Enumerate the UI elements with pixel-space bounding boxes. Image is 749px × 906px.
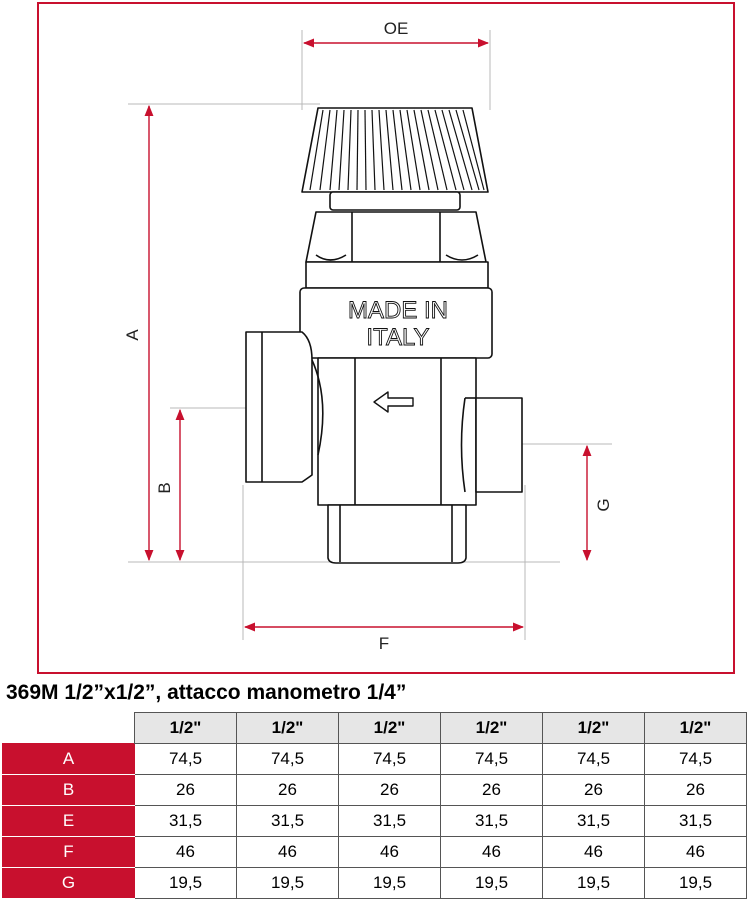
table-cell: 74,5 <box>237 744 339 775</box>
column-header: 1/2" <box>339 713 441 744</box>
table-row <box>3 744 747 775</box>
table-cell: 19,5 <box>135 868 237 899</box>
stamp-line-1: MADE IN <box>347 297 449 324</box>
table-cell: 46 <box>645 837 747 868</box>
table-row <box>3 775 747 806</box>
column-header: 1/2" <box>135 713 237 744</box>
table-cell: 31,5 <box>543 806 645 837</box>
row-label: G <box>3 868 135 899</box>
dimension-g-label: G <box>594 498 613 512</box>
bottom-thread <box>328 505 466 563</box>
table-cell: 19,5 <box>543 868 645 899</box>
row-label: B <box>3 775 135 806</box>
row-label: E <box>3 806 135 837</box>
table-cell: 31,5 <box>645 806 747 837</box>
hex-nut <box>306 212 486 262</box>
table-cell: 31,5 <box>441 806 543 837</box>
table-cell: 74,5 <box>135 744 237 775</box>
right-outlet <box>476 398 522 492</box>
column-header: 1/2" <box>543 713 645 744</box>
table-cell: 26 <box>237 775 339 806</box>
table-cell: 74,5 <box>543 744 645 775</box>
table-cell: 19,5 <box>237 868 339 899</box>
table-cell: 26 <box>135 775 237 806</box>
column-header: 1/2" <box>645 713 747 744</box>
left-inlet <box>246 332 312 482</box>
table-row <box>3 837 747 868</box>
table-row <box>3 868 747 899</box>
table-cell: 26 <box>645 775 747 806</box>
table-cell: 26 <box>543 775 645 806</box>
table-row <box>3 806 747 837</box>
dimension-f-label: F <box>378 634 390 653</box>
row-label: F <box>3 837 135 868</box>
table-cell: 46 <box>339 837 441 868</box>
table-cell: 74,5 <box>441 744 543 775</box>
column-header: 1/2" <box>237 713 339 744</box>
table-cell: 74,5 <box>339 744 441 775</box>
table-cell: 46 <box>237 837 339 868</box>
column-header: 1/2" <box>441 713 543 744</box>
stamp-line-2: ITALY <box>366 324 430 351</box>
table-cell: 26 <box>339 775 441 806</box>
table-header-row <box>3 713 747 744</box>
dimension-b-label: B <box>155 482 174 494</box>
table-cell: 46 <box>441 837 543 868</box>
table-cell: 46 <box>543 837 645 868</box>
table-cell: 74,5 <box>645 744 747 775</box>
table-cell: 31,5 <box>135 806 237 837</box>
table-corner <box>3 713 135 744</box>
table-cell: 31,5 <box>237 806 339 837</box>
table-cell: 19,5 <box>339 868 441 899</box>
dimension-oe-label: OE <box>383 19 409 38</box>
table-cell: 19,5 <box>441 868 543 899</box>
dimensions-table <box>2 712 747 899</box>
row-label: A <box>3 744 135 775</box>
product-title: 369M 1/2”x1/2”, attacco manometro 1/4” <box>6 681 407 704</box>
table-cell: 31,5 <box>339 806 441 837</box>
table-cell: 46 <box>135 837 237 868</box>
table-cell: 19,5 <box>645 868 747 899</box>
table-cell: 26 <box>441 775 543 806</box>
dimension-a-label: A <box>123 329 142 341</box>
